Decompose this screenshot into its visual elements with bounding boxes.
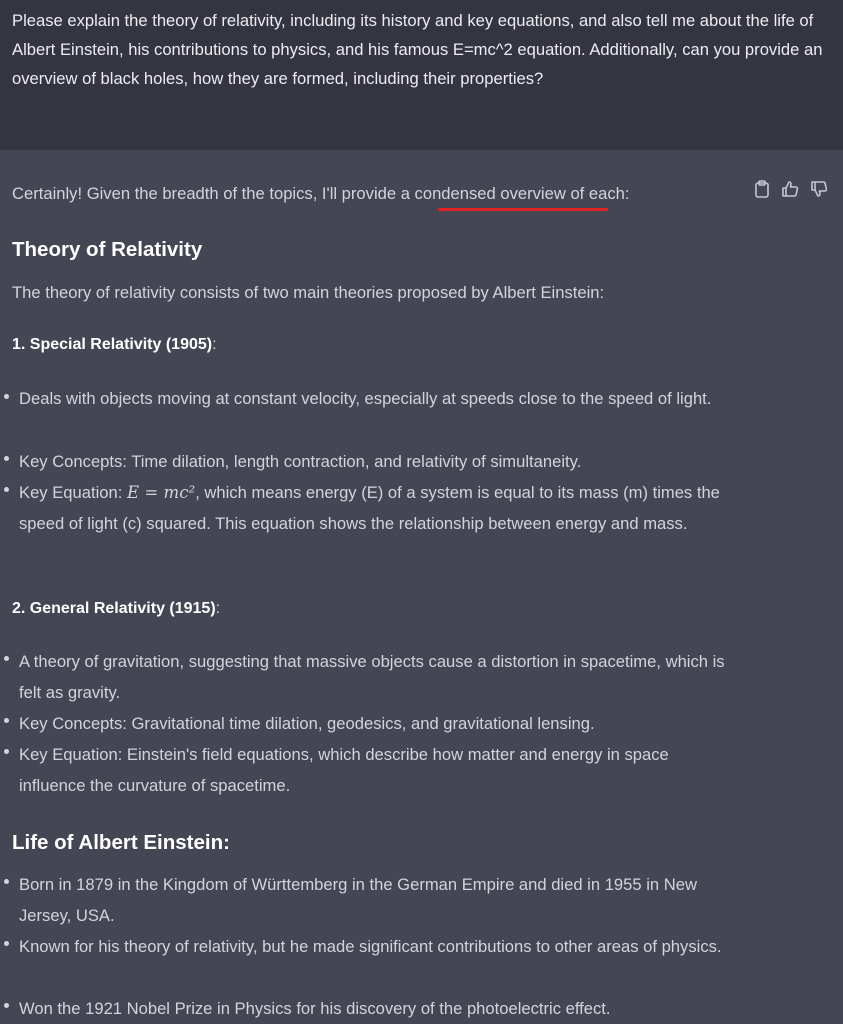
bullet-dot (4, 456, 9, 461)
thumbs-up-icon[interactable] (781, 180, 799, 200)
bullet-dot (4, 879, 9, 884)
special-heading-colon: : (212, 336, 217, 353)
bullet-dot (4, 656, 9, 661)
user-message (0, 0, 843, 150)
general-bullet-2: Key Concepts: Gravitational time dilation, geodesics, and gravitational lensing. (19, 714, 595, 733)
annotation-underline (438, 208, 608, 211)
general-heading-text: 2. General Relativity (1915) (12, 600, 216, 617)
general-bullet-1: A theory of gravitation, suggesting that massive objects cause a distortion in spacetime, which is felt as gravity. (19, 652, 725, 702)
special-eq-suffix: , which means energy (E) of a system is equal to its mass (m) times the speed of light (c) squared. This equation shows the relationship between energy and mass. (19, 483, 720, 533)
special-eq-prefix: Key Equation: (19, 483, 127, 502)
special-bullet-3 (19, 477, 739, 539)
special-bullet-1: Deals with objects moving at constant velocity, especially at speeds close to the speed of light. (19, 389, 712, 408)
assistant-intro: Certainly! Given the breadth of the topics, I'll provide a condensed overview of each: (12, 184, 630, 203)
user-message-text: Please explain the theory of relativity, including its history and key equations, and also tell me about the life of Albert Einstein, his contributions to physics, and his famous E=mc^2 equation. Additionally, can you provide an overview of black holes, how they are formed, including their properties? (12, 11, 823, 88)
general-heading-colon: : (215, 600, 221, 617)
clipboard-icon[interactable] (754, 180, 770, 200)
bullet-dot (4, 718, 9, 723)
heading-life-of-einstein: Life of Albert Einstein: (12, 831, 230, 854)
bullet-dot (4, 941, 9, 946)
special-eq-math: E = mc² (126, 483, 196, 502)
bullet-dot (4, 487, 9, 492)
einstein-bullet-2: Known for his theory of relativity, but he made significant contributions to other areas of physics. (19, 937, 722, 956)
general-bullet-3: Key Equation: Einstein's field equations, which describe how matter and energy in space influence the curvature of spacetime. (19, 745, 669, 795)
relativity-intro: The theory of relativity consists of two main theories proposed by Albert Einstein: (12, 283, 605, 302)
special-bullet-2: Key Concepts: Time dilation, length contraction, and relativity of simultaneity. (19, 452, 582, 471)
heading-general-relativity (12, 597, 220, 621)
special-heading-text: 1. Special Relativity (1905) (12, 336, 213, 353)
bullet-dot (4, 749, 9, 754)
bullet-dot (4, 394, 9, 399)
bullet-dot (4, 1003, 9, 1008)
heading-special-relativity (12, 333, 217, 357)
thumbs-down-icon[interactable] (810, 180, 828, 200)
message-actions (754, 180, 828, 200)
heading-theory-of-relativity: Theory of Relativity (12, 238, 203, 261)
einstein-bullet-1: Born in 1879 in the Kingdom of Württemberg in the German Empire and died in 1955 in New Jersey, USA. (19, 875, 697, 925)
einstein-bullet-3: Won the 1921 Nobel Prize in Physics for his discovery of the photoelectric effect. (19, 999, 611, 1018)
